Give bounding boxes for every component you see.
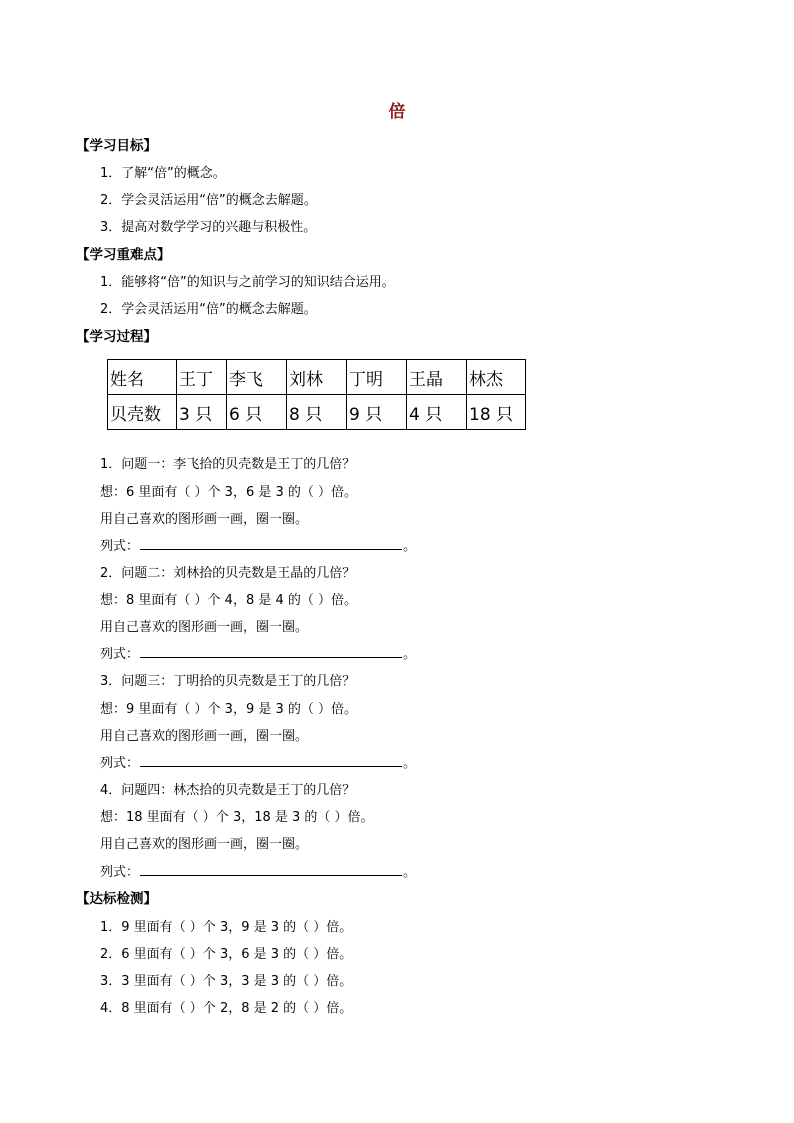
check-item: 3．3 里面有（ ）个 3，3 是 3 的（ ）倍。 xyxy=(100,974,353,989)
answer-blank[interactable] xyxy=(140,538,402,550)
draw-instruction: 用自己喜欢的图形画一画，圈一圈。 xyxy=(100,837,309,852)
answer-blank[interactable] xyxy=(140,755,402,767)
question-text: 2．问题二：刘林拾的贝壳数是王晶的几倍？ xyxy=(100,566,356,581)
formula-line xyxy=(100,861,416,880)
draw-instruction: 用自己喜欢的图形画一画，圈一圈。 xyxy=(100,729,309,744)
table-cell: 林杰 xyxy=(467,360,526,395)
formula-end: 。 xyxy=(403,756,417,771)
table-cell: 3 只 xyxy=(177,395,227,430)
question-text: 3．问题三：丁明拾的贝壳数是王丁的几倍？ xyxy=(100,674,356,689)
section-heading-keypoints: 【学习重难点】 xyxy=(76,247,171,263)
goal-item: 2．学会灵活运用“倍”的概念去解题。 xyxy=(100,193,317,208)
formula-label: 列式： xyxy=(100,539,140,554)
table-row-counts xyxy=(108,395,526,430)
formula-line xyxy=(100,643,416,662)
table-cell: 王晶 xyxy=(407,360,467,395)
think-text: 想：8 里面有（ ）个 4，8 是 4 的（ ）倍。 xyxy=(100,593,358,608)
answer-blank[interactable] xyxy=(140,864,402,876)
formula-label: 列式： xyxy=(100,756,140,771)
formula-end: 。 xyxy=(403,539,417,554)
section-heading-check: 【达标检测】 xyxy=(76,891,157,907)
table-cell: 6 只 xyxy=(227,395,287,430)
table-cell: 4 只 xyxy=(407,395,467,430)
check-item: 1．9 里面有（ ）个 3，9 是 3 的（ ）倍。 xyxy=(100,920,353,935)
table-row-names xyxy=(108,360,526,395)
table-cell: 刘林 xyxy=(287,360,347,395)
goal-item: 1．了解“倍”的概念。 xyxy=(100,166,226,181)
goal-item: 3．提高对数学学习的兴趣与积极性。 xyxy=(100,220,317,235)
formula-end: 。 xyxy=(403,865,417,880)
page-title: 倍 xyxy=(388,102,406,122)
formula-line xyxy=(100,535,416,554)
table-cell: 李飞 xyxy=(227,360,287,395)
keypoint-item: 2．学会灵活运用“倍”的概念去解题。 xyxy=(100,302,317,317)
draw-instruction: 用自己喜欢的图形画一画，圈一圈。 xyxy=(100,512,309,527)
table-cell: 8 只 xyxy=(287,395,347,430)
section-heading-process: 【学习过程】 xyxy=(76,329,157,345)
draw-instruction: 用自己喜欢的图形画一画，圈一圈。 xyxy=(100,620,309,635)
think-text: 想：18 里面有（ ）个 3，18 是 3 的（ ）倍。 xyxy=(100,810,374,825)
question-text: 4．问题四：林杰拾的贝壳数是王丁的几倍？ xyxy=(100,783,356,798)
table-cell: 9 只 xyxy=(347,395,407,430)
check-item: 2．6 里面有（ ）个 3，6 是 3 的（ ）倍。 xyxy=(100,947,353,962)
formula-label: 列式： xyxy=(100,647,140,662)
table-cell: 丁明 xyxy=(347,360,407,395)
answer-blank[interactable] xyxy=(140,646,402,658)
think-text: 想：9 里面有（ ）个 3，9 是 3 的（ ）倍。 xyxy=(100,702,358,717)
table-cell: 王丁 xyxy=(177,360,227,395)
question-text: 1．问题一：李飞拾的贝壳数是王丁的几倍？ xyxy=(100,457,356,472)
formula-end: 。 xyxy=(403,647,417,662)
keypoint-item: 1．能够将“倍”的知识与之前学习的知识结合运用。 xyxy=(100,275,395,290)
think-text: 想：6 里面有（ ）个 3，6 是 3 的（ ）倍。 xyxy=(100,485,358,500)
table-cell: 18 只 xyxy=(467,395,526,430)
section-heading-goals: 【学习目标】 xyxy=(76,138,157,154)
check-item: 4．8 里面有（ ）个 2，8 是 2 的（ ）倍。 xyxy=(100,1001,353,1016)
shell-count-table xyxy=(107,359,526,430)
table-cell: 贝壳数 xyxy=(108,395,177,430)
formula-label: 列式： xyxy=(100,865,140,880)
table-cell: 姓名 xyxy=(108,360,177,395)
formula-line xyxy=(100,752,416,771)
